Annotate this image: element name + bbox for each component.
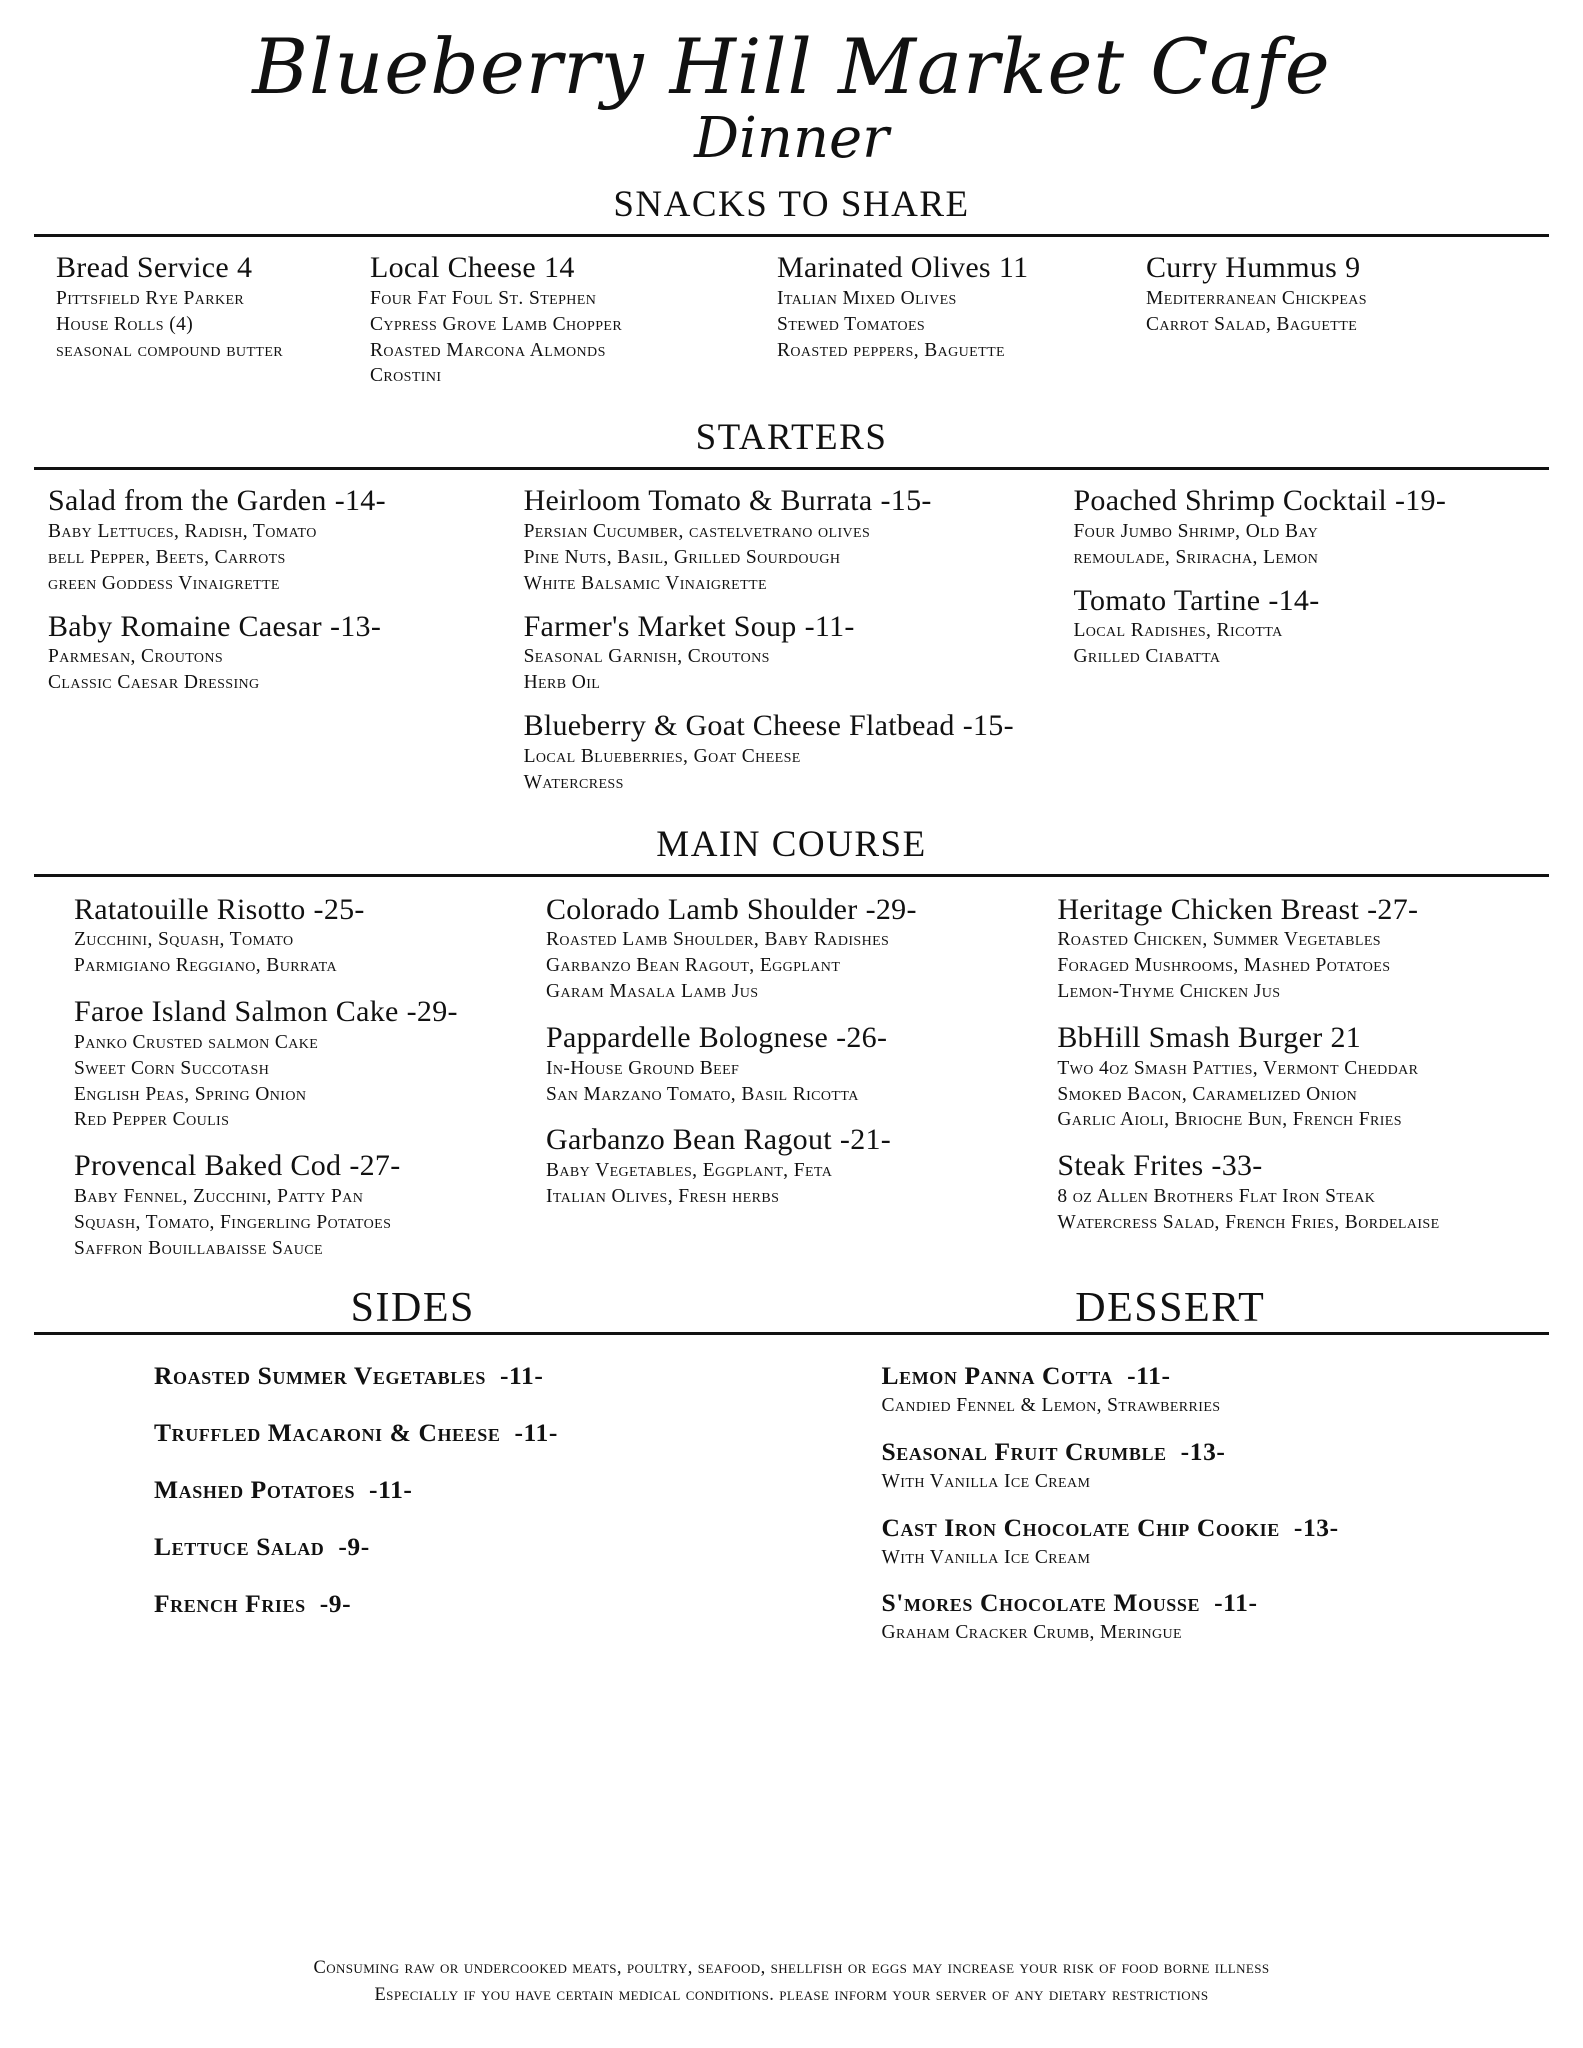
dessert-column <box>822 1361 1550 1665</box>
bottom-section-headings <box>34 1284 1549 1332</box>
menu-item <box>48 610 524 696</box>
menu-item <box>524 610 1074 696</box>
menu-item-price: 11 <box>998 251 1029 285</box>
menu-item-description: With Vanilla Ice Cream <box>881 1470 1091 1492</box>
menu-item-name: Colorado Lamb Shoulder -29- <box>546 892 917 926</box>
menu-item-price: 9 <box>1345 251 1361 285</box>
menu-item-price: -13- <box>1293 1512 1339 1542</box>
menu-item-description: Roasted Lamb Shoulder, Baby Radishes Garbanzo Bean Ragout, Eggplant Garam Masala Lamb Jus <box>546 929 890 1003</box>
menu-item-name: Baby Romaine Caesar -13- <box>48 609 382 643</box>
menu-item <box>524 484 1074 596</box>
menu-item <box>546 1021 1057 1107</box>
menu-item-price: -19- <box>1394 484 1447 518</box>
menu-item-description: Mediterranean Chickpeas Carrot Salad, Baguette <box>1146 287 1367 335</box>
menu-item-name: Local Cheese 14 <box>370 251 575 285</box>
menu-item-description: Seasonal Garnish, Croutons Herb Oil <box>523 646 770 694</box>
menu-item-description: 8 oz Allen Brothers Flat Iron Steak Watercress Salad, French Fries, Bordelaise <box>1057 1185 1440 1233</box>
list-item: Roasted Summer Vegetables -11- <box>154 1360 544 1390</box>
menu-item-name: Steak Frites -33- <box>1057 1149 1263 1183</box>
menu-item-name: Poached Shrimp Cocktail -19- <box>1073 484 1447 518</box>
list-item: Truffled Macaroni & Cheese -11- <box>154 1417 558 1447</box>
disclaimer-line-1: Consuming raw or undercooked meats, poultry, seafood, shellfish or eggs may increase your risk of food borne illness <box>313 1958 1270 1979</box>
list-item: Mashed Potatoes -11- <box>154 1474 413 1504</box>
divider <box>34 1332 1549 1335</box>
divider <box>34 234 1549 237</box>
menu-item-price: -21- <box>839 1123 892 1157</box>
menu-item-name: Ratatouille Risotto -25- <box>74 892 365 926</box>
menu-item <box>74 1149 546 1261</box>
menu-item-name: Blueberry & Goat Cheese Flatbead -15- <box>523 709 1014 743</box>
menu-item-price: -14- <box>334 484 386 518</box>
menu-item-description: Parmesan, Croutons Classic Caesar Dressing <box>48 646 260 694</box>
disclaimer <box>0 1955 1583 2008</box>
menu-item <box>546 1123 1057 1209</box>
list-item: French Fries -9- <box>154 1588 352 1618</box>
menu-item <box>882 1361 1550 1419</box>
menu-item <box>74 995 546 1133</box>
menu-item-name: Garbanzo Bean Ragout -21- <box>546 1123 892 1157</box>
starters-section <box>34 474 1549 808</box>
menu-item-description: In-House Ground Beef San Marzano Tomato, Basil Ricotta <box>546 1057 859 1105</box>
menu-item <box>882 1588 1550 1646</box>
menu-item <box>524 709 1074 795</box>
sides-dessert-section <box>34 1339 1549 1665</box>
section-heading-main-course: MAIN COURSE <box>656 823 927 865</box>
snacks-column-2 <box>370 251 777 402</box>
menu-item-name: Heirloom Tomato & Burrata -15- <box>523 484 932 518</box>
menu-item-description: Baby Vegetables, Eggplant, Feta Italian Olives, Fresh herbs <box>546 1160 833 1207</box>
divider <box>34 874 1549 877</box>
menu-item-price: -11- <box>514 1417 558 1447</box>
menu-item-price: 14 <box>544 251 575 285</box>
menu-item-price: -11- <box>1214 1588 1258 1618</box>
menu-item-price: 21 <box>1330 1020 1362 1054</box>
section-heading-snacks: SNACKS TO SHARE <box>613 184 970 226</box>
menu-item-description: Two 4oz Smash Patties, Vermont Cheddar Smoked Bacon, Caramelized Onion Garlic Aioli, Brioche Bun, French Fries <box>1057 1057 1419 1131</box>
menu-item-price: -15- <box>880 484 932 518</box>
menu-item <box>546 893 1057 1005</box>
menu-item-price: -29- <box>865 892 917 926</box>
menu-item-description: Graham Cracker Crumb, Meringue <box>881 1622 1183 1644</box>
meal-subtitle: Dinner <box>694 105 889 171</box>
starters-column-2 <box>524 484 1074 808</box>
menu-item-price: -26- <box>836 1020 888 1054</box>
menu-item-name: Cast Iron Chocolate Chip Cookie -13- <box>881 1512 1339 1542</box>
menu-item <box>1073 484 1549 570</box>
menu-item-price: -33- <box>1211 1149 1263 1183</box>
menu-item-price: 4 <box>237 251 253 285</box>
starters-column-3 <box>1073 484 1549 808</box>
main-course-section <box>34 881 1549 1278</box>
menu-item-name: BbHill Smash Burger 21 <box>1057 1020 1362 1054</box>
menu-item-price: -13- <box>329 609 382 643</box>
menu-item-price: -11- <box>499 1360 544 1390</box>
divider <box>34 467 1549 470</box>
sides-column <box>34 1361 822 1665</box>
menu-item-name: Farmer's Market Soup -11- <box>523 609 855 643</box>
menu-item-description: Local Blueberries, Goat Cheese Watercress <box>523 745 801 793</box>
menu-item-name: Lemon Panna Cotta -11- <box>881 1360 1171 1390</box>
menu-item-description: Baby Lettuces, Radish, Tomato bell Pepper, Beets, Carrots green Goddess Vinaigrette <box>48 520 317 594</box>
disclaimer-line-2: Especially if you have certain medical conditions. please inform your server of any dietary restrictions <box>374 1984 1209 2005</box>
snacks-column-1 <box>56 251 370 402</box>
menu-item-name: Salad from the Garden -14- <box>48 484 386 518</box>
menu-item <box>1057 1021 1549 1133</box>
menu-item-price: -14- <box>1268 583 1320 617</box>
menu-item <box>48 484 524 596</box>
menu-item <box>882 1437 1550 1495</box>
menu-item <box>74 893 546 979</box>
menu-item <box>1057 1149 1549 1235</box>
menu-item-price: -15- <box>962 709 1014 743</box>
list-item: Lettuce Salad -9- <box>154 1531 370 1561</box>
menu-item-name: Curry Hummus 9 <box>1146 251 1361 285</box>
section-heading-starters: STARTERS <box>695 417 888 459</box>
menu-item-description: Baby Fennel, Zucchini, Patty Pan Squash, Tomato, Fingerling Potatoes Saffron Bouillabaisse Sauce <box>74 1185 392 1259</box>
menu-item-description: Candied Fennel & Lemon, Strawberries <box>881 1394 1221 1416</box>
menu-item-price: -11- <box>1127 1360 1171 1390</box>
menu-item-name: Tomato Tartine -14- <box>1073 583 1320 617</box>
page-title: Blueberry Hill Market Cafe <box>252 22 1331 111</box>
menu-item-description: Pittsfield Rye Parker House Rolls (4) seasonal compound butter <box>56 287 284 361</box>
menu-item-name: S'mores Chocolate Mousse -11- <box>881 1588 1258 1618</box>
menu-item-description: Four Fat Foul St. Stephen Cypress Grove Lamb Chopper Roasted Marcona Almonds Crostini <box>370 287 623 387</box>
menu-item-price: -11- <box>369 1474 413 1504</box>
starters-column-1 <box>48 484 524 808</box>
menu-item-price: -29- <box>406 995 458 1029</box>
snacks-column-4 <box>1146 251 1520 402</box>
menu-item-description: Italian Mixed Olives Stewed Tomatoes Roasted peppers, Baguette <box>777 287 1005 361</box>
snacks-section <box>34 241 1549 402</box>
menu-item <box>56 251 356 363</box>
section-heading-sides: SIDES <box>350 1284 475 1331</box>
snacks-column-3 <box>777 251 1146 402</box>
menu-item-price: -27- <box>1367 892 1419 926</box>
mains-column-1 <box>74 893 546 1278</box>
menu-item <box>370 251 763 389</box>
menu-item-price: -25- <box>313 892 365 926</box>
menu-item-description: Zucchini, Squash, Tomato Parmigiano Reggiano, Burrata <box>74 929 337 977</box>
section-heading-dessert: DESSERT <box>1075 1284 1266 1331</box>
menu-item <box>1146 251 1506 337</box>
menu-item <box>777 251 1132 363</box>
menu-item-description: Panko Crusted salmon Cake Sweet Corn Succotash English Peas, Spring Onion Red Pepper Coulis <box>74 1031 319 1131</box>
menu-item-price: -27- <box>349 1149 401 1183</box>
menu-item <box>1073 584 1549 670</box>
menu-item-name: Marinated Olives 11 <box>777 251 1029 285</box>
menu-item-name: Pappardelle Bolognese -26- <box>546 1020 888 1054</box>
menu-item-description: Roasted Chicken, Summer Vegetables Foraged Mushrooms, Mashed Potatoes Lemon-Thyme Chicken Jus <box>1057 929 1391 1003</box>
menu-item-price: -13- <box>1180 1436 1226 1466</box>
menu-item-description: Persian Cucumber, castelvetrano olives Pine Nuts, Basil, Grilled Sourdough White Balsamic Vinaigrette <box>523 520 871 594</box>
menu-item <box>882 1513 1550 1571</box>
mains-column-3 <box>1057 893 1549 1278</box>
menu-item-price: -9- <box>319 1588 352 1618</box>
menu-item-name: Seasonal Fruit Crumble -13- <box>881 1436 1226 1466</box>
mains-column-2 <box>546 893 1057 1278</box>
menu-item-description: Local Radishes, Ricotta Grilled Ciabatta <box>1073 620 1283 668</box>
menu-item-description: With Vanilla Ice Cream <box>881 1546 1091 1568</box>
menu-item-description: Four Jumbo Shrimp, Old Bay remoulade, Sriracha, Lemon <box>1073 520 1319 568</box>
menu-item-name: Heritage Chicken Breast -27- <box>1057 892 1419 926</box>
menu-item <box>1057 893 1549 1005</box>
menu-item-name: Provencal Baked Cod -27- <box>74 1149 401 1183</box>
menu-item-name: Bread Service 4 <box>56 251 253 285</box>
menu-item-price: -11- <box>804 609 855 643</box>
menu-item-name: Faroe Island Salmon Cake -29- <box>74 995 458 1029</box>
menu-item-price: -9- <box>338 1531 370 1561</box>
